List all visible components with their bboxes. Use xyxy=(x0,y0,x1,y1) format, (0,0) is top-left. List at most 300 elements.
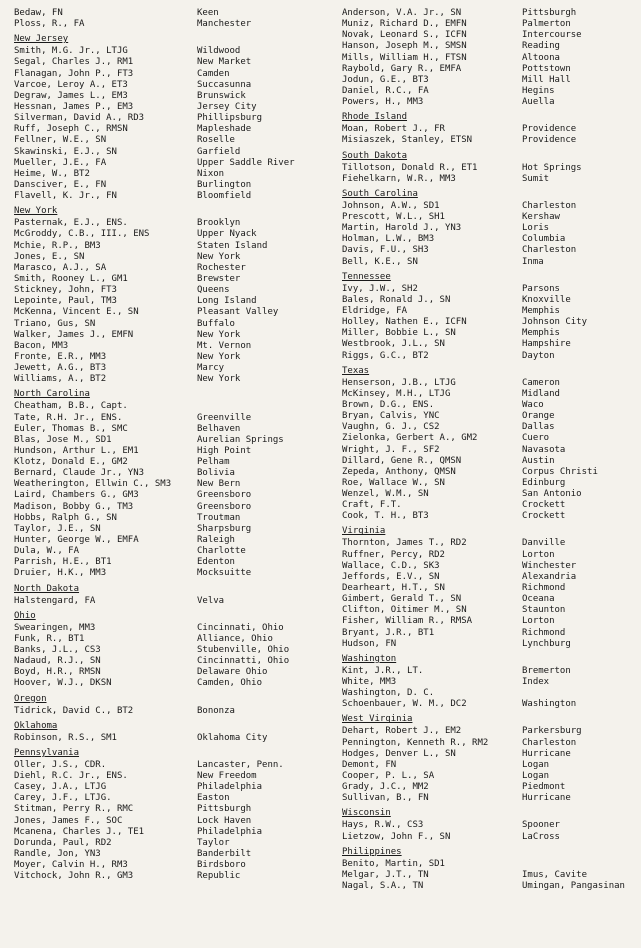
roster-entry xyxy=(14,860,334,871)
member-name: Segal, Charles J., RM1 xyxy=(14,57,134,68)
member-name: Mchie, R.P., BM3 xyxy=(14,240,101,251)
hometown: New Freedom xyxy=(197,771,257,782)
member-name: Degraw, James L., EM3 xyxy=(14,90,128,101)
state-section-pennsylvania xyxy=(14,747,334,883)
member-name: Davis, F.U., SH3 xyxy=(342,245,429,256)
member-name: Hobbs, Ralph G., SN xyxy=(14,512,117,523)
roster-entry xyxy=(342,550,641,561)
hometown: Memphis xyxy=(522,305,560,316)
member-name: Marasco, A.J., SA xyxy=(14,262,107,273)
hometown: Pittsburgh xyxy=(522,8,577,18)
member-name: Stitman, Perry R., RMC xyxy=(14,804,134,815)
member-name: Blas, Jose M., SD1 xyxy=(14,434,112,445)
member-name: Mcanena, Charles J., TE1 xyxy=(14,826,145,837)
hometown: Parsons xyxy=(522,283,560,294)
hometown: Velva xyxy=(197,595,225,606)
hometown: Republic xyxy=(197,871,241,882)
hometown: Philadelphia xyxy=(197,826,263,837)
roster-entry xyxy=(14,502,334,513)
member-name: Hudson, FN xyxy=(342,638,397,649)
state-section-west-virginia xyxy=(342,713,641,804)
state-section-oregon xyxy=(14,693,334,717)
hometown: Altoona xyxy=(522,52,560,63)
member-name: Fiehelkarn, W.R., MM3 xyxy=(342,173,456,184)
roster-entry xyxy=(342,793,641,804)
hometown: Umingan, Pangasinan xyxy=(522,881,625,891)
roster-entry xyxy=(342,616,641,627)
roster-entry xyxy=(14,19,334,30)
roster-entry xyxy=(342,41,641,52)
hometown: Waco xyxy=(522,399,544,410)
state-heading: Philippines xyxy=(342,846,402,857)
hometown: Queens xyxy=(197,285,230,296)
hometown: Charleston xyxy=(522,200,577,211)
roster-entry xyxy=(14,535,334,546)
member-name: Hunter, George W., EMFA xyxy=(14,535,139,546)
roster-entry xyxy=(342,53,641,64)
member-name: Tidrick, David C., BT2 xyxy=(14,705,134,716)
hometown: Upper Nyack xyxy=(197,229,257,240)
hometown: Richmond xyxy=(522,583,566,594)
hometown: Columbia xyxy=(522,234,566,245)
member-name: Benito, Martin, SD1 xyxy=(342,858,445,869)
roster-entry xyxy=(342,422,641,433)
member-name: Triano, Gus, SN xyxy=(14,318,96,329)
state-section-rhode-island xyxy=(342,111,641,146)
roster-entry xyxy=(342,30,641,41)
member-name: Bedaw, FN xyxy=(14,8,63,18)
state-heading: Wisconsin xyxy=(342,808,391,819)
member-name: Fellner, W.E., SN xyxy=(14,135,107,146)
member-name: Dearheart, H.T., SN xyxy=(342,583,445,594)
member-name: White, MM3 xyxy=(342,677,397,688)
right-column xyxy=(342,8,641,892)
roster-entry xyxy=(342,306,641,317)
roster-entry xyxy=(14,424,334,435)
member-name: Fisher, William R., RMSA xyxy=(342,616,473,627)
roster-entry xyxy=(342,212,641,223)
member-name: Ploss, R., FA xyxy=(14,19,85,30)
hometown: Cincinnati, Ohio xyxy=(197,622,284,633)
hometown: Stubenville, Ohio xyxy=(197,645,290,656)
hometown: Brooklyn xyxy=(197,218,241,229)
roster-entry xyxy=(342,572,641,583)
roster-entry xyxy=(14,319,334,330)
hometown: Greenville xyxy=(197,412,252,423)
roster-entry xyxy=(342,870,641,881)
roster-entry xyxy=(14,307,334,318)
roster-entry xyxy=(14,180,334,191)
roster-entry xyxy=(14,733,334,744)
hometown: Wildwood xyxy=(197,46,241,57)
state-section-continued xyxy=(342,8,641,108)
hometown: Lancaster, Penn. xyxy=(197,759,284,770)
member-name: Cooper, P. L., SA xyxy=(342,771,435,782)
member-name: Halstengard, FA xyxy=(14,595,96,606)
member-name: Tillotson, Donald R., ET1 xyxy=(342,162,478,173)
hometown: Burlington xyxy=(197,179,252,190)
roster-entry xyxy=(342,677,641,688)
roster-entry xyxy=(342,749,641,760)
hometown: Crockett xyxy=(522,511,566,522)
hometown: Hegins xyxy=(522,85,555,96)
roster-entry xyxy=(14,285,334,296)
member-name: Moan, Robert J., FR xyxy=(342,124,445,135)
member-name: Moyer, Calvin H., RM3 xyxy=(14,860,128,871)
member-name: Zepeda, Anthony, QMSN xyxy=(342,466,456,477)
hometown: Garfield xyxy=(197,146,241,157)
roster-entry xyxy=(14,706,334,717)
member-name: McGroddy, C.B., III., ENS xyxy=(14,229,150,240)
hometown: Raleigh xyxy=(197,535,235,546)
hometown: Cameron xyxy=(522,377,560,388)
hometown: Taylor xyxy=(197,837,230,848)
hometown: Hampshire xyxy=(522,339,571,350)
member-name: Bell, K.E., SN xyxy=(342,256,418,267)
hometown: Edenton xyxy=(197,557,235,568)
member-name: Jeffords, E.V., SN xyxy=(342,571,440,582)
roster-entry xyxy=(14,147,334,158)
roster-entry xyxy=(342,583,641,594)
member-name: Dansciver, E., FN xyxy=(14,179,107,190)
hometown: Charleston xyxy=(522,737,577,748)
roster-entry xyxy=(14,524,334,535)
member-name: Miller, Bobbie L., SN xyxy=(342,328,456,339)
state-heading: Washington xyxy=(342,653,397,664)
member-name: Cheatham, B.B., Capt. xyxy=(14,401,128,412)
member-name: Holley, Nathen E., ICFN xyxy=(342,317,467,328)
state-section-wisconsin xyxy=(342,807,641,842)
roster-entry xyxy=(342,628,641,639)
hometown: Staunton xyxy=(522,605,566,616)
member-name: Ruffner, Percy, RD2 xyxy=(342,549,445,560)
hometown: Pottstown xyxy=(522,63,571,74)
hometown: Belhaven xyxy=(197,423,241,434)
roster-entry xyxy=(342,605,641,616)
member-name: Funk, R., BT1 xyxy=(14,633,85,644)
member-name: Randle, Jon, YN3 xyxy=(14,849,101,859)
roster-entry xyxy=(342,163,641,174)
hometown: Dayton xyxy=(522,350,555,361)
roster-entry xyxy=(342,538,641,549)
hometown: Buffalo xyxy=(197,318,235,329)
member-name: Banks, J.L., CS3 xyxy=(14,645,101,656)
hometown: Orange xyxy=(522,411,555,422)
member-name: Henserson, J.B., LTJG xyxy=(342,377,456,388)
hometown: Spooner xyxy=(522,820,560,831)
member-name: Bernard, Claude Jr., YN3 xyxy=(14,468,145,479)
roster-entry xyxy=(342,174,641,185)
roster-entry xyxy=(342,760,641,771)
state-heading: New Jersey xyxy=(14,34,69,45)
state-heading: Pennsylvania xyxy=(14,747,80,758)
roster-entry xyxy=(342,317,641,328)
roster-entry xyxy=(342,500,641,511)
member-name: McKinsey, M.H., LTJG xyxy=(342,388,451,399)
hometown: Roselle xyxy=(197,135,235,146)
state-section-south-dakota xyxy=(342,150,641,185)
roster-entry xyxy=(342,820,641,831)
roster-entry xyxy=(342,738,641,749)
member-name: Bryan, Calvis, YNC xyxy=(342,411,440,422)
member-name: Tate, R.H. Jr., ENS. xyxy=(14,412,123,423)
member-name: Cook, T. H., BT3 xyxy=(342,511,429,522)
hometown: Knoxville xyxy=(522,294,571,305)
roster-entry xyxy=(14,667,334,678)
roster-entry xyxy=(14,596,334,607)
roster-entry xyxy=(14,252,334,263)
hometown: Troutman xyxy=(197,512,241,523)
hometown: Banderbilt xyxy=(197,849,252,859)
state-heading: Oregon xyxy=(14,693,47,704)
member-name: Carey, J.F., LTJG. xyxy=(14,793,112,804)
member-name: Muniz, Richard D., EMFN xyxy=(342,19,467,30)
roster-entry xyxy=(14,413,334,424)
member-name: Misiaszek, Stanley, ETSN xyxy=(342,135,473,146)
state-heading: Tennessee xyxy=(342,271,391,282)
roster-entry xyxy=(14,102,334,113)
member-name: Wenzel, W.M., SN xyxy=(342,489,429,500)
roster-entry xyxy=(342,832,641,843)
hometown: Birdsboro xyxy=(197,860,246,871)
member-name: Parrish, H.E., BT1 xyxy=(14,557,112,568)
member-name: Bryant, J.R., BT1 xyxy=(342,627,435,638)
roster-entry xyxy=(14,169,334,180)
hometown xyxy=(197,401,327,412)
member-name: Hoover, W.J., DKSN xyxy=(14,678,112,689)
roster-entry xyxy=(14,816,334,827)
member-name: Weatherington, Ellwin C., SM3 xyxy=(14,479,172,490)
hometown: Pittsburgh xyxy=(197,804,252,815)
hometown: Loris xyxy=(522,223,550,234)
member-name: Roe, Wallace W., SN xyxy=(342,477,445,488)
hometown: Edinburg xyxy=(522,477,566,488)
hometown: Lorton xyxy=(522,616,555,627)
roster-entry xyxy=(14,782,334,793)
roster-entry xyxy=(342,245,641,256)
roster-entry xyxy=(342,284,641,295)
member-name: Walker, James J., EMFN xyxy=(14,329,134,340)
hometown: Mocksuitte xyxy=(197,568,252,579)
roster-entry xyxy=(14,352,334,363)
member-name: Hays, R.W., CS3 xyxy=(342,820,424,831)
state-section-continued xyxy=(14,8,334,30)
hometown: Mt. Vernon xyxy=(197,340,252,351)
roster-entry xyxy=(14,457,334,468)
member-name: Stickney, John, FT3 xyxy=(14,285,117,296)
roster-entry xyxy=(14,263,334,274)
member-name: Flavell, K. Jr., FN xyxy=(14,191,117,202)
roster-entry xyxy=(342,8,641,19)
hometown: Oceana xyxy=(522,594,555,605)
state-heading: Oklahoma xyxy=(14,720,58,731)
hometown: Reading xyxy=(522,41,560,52)
hometown: Greensboro xyxy=(197,501,252,512)
hometown: Alexandria xyxy=(522,571,577,582)
member-name: Flanagan, John P., FT3 xyxy=(14,68,134,79)
state-section-oklahoma xyxy=(14,720,334,744)
roster-entry xyxy=(14,8,334,19)
roster-entry xyxy=(342,75,641,86)
roster-entry xyxy=(14,296,334,307)
roster-entry xyxy=(14,446,334,457)
hometown: Oklahoma City xyxy=(197,732,268,743)
hometown: Navasota xyxy=(522,444,566,455)
hometown: Brunswick xyxy=(197,90,246,101)
hometown: Piedmont xyxy=(522,782,566,793)
member-name: Ruff, Joseph C., RMSN xyxy=(14,124,128,135)
member-name: Jewett, A.G., BT3 xyxy=(14,363,107,374)
roster-entry xyxy=(342,400,641,411)
member-name: Dula, W., FA xyxy=(14,546,80,557)
hometown: Cincinnatti, Ohio xyxy=(197,656,290,667)
hometown xyxy=(522,688,637,699)
member-name: Heime, W., BT2 xyxy=(14,168,90,179)
state-section-tennessee xyxy=(342,271,641,362)
hometown: Pelham xyxy=(197,457,230,468)
hometown: Delaware Ohio xyxy=(197,667,268,678)
roster-entry xyxy=(14,113,334,124)
hometown: Washington xyxy=(522,699,577,710)
member-name: Jones, E., SN xyxy=(14,251,85,262)
hometown: Aurelian Springs xyxy=(197,434,284,445)
state-section-texas xyxy=(342,365,641,523)
hometown: Crockett xyxy=(522,500,566,511)
hometown: Midland xyxy=(522,388,560,399)
hometown: Bolivia xyxy=(197,468,235,479)
member-name: Oller, J.S., CDR. xyxy=(14,759,107,770)
hometown: Kershaw xyxy=(522,211,560,222)
member-name: Boyd, H.R., RMSN xyxy=(14,667,101,678)
state-heading: North Dakota xyxy=(14,583,80,594)
roster-entry xyxy=(14,513,334,524)
member-name: Westbrook, J.L., SN xyxy=(342,339,445,350)
hometown: Keen xyxy=(197,8,219,18)
hometown: Logan xyxy=(522,771,550,782)
member-name: Hessnan, James P., EM3 xyxy=(14,101,134,112)
member-name: Melgar, J.T., TN xyxy=(342,869,429,880)
member-name: Lietzow, John F., SN xyxy=(342,831,451,842)
member-name: Nagal, S.A., TN xyxy=(342,881,424,891)
roster-entry xyxy=(14,827,334,838)
member-name: Laird, Chambers G., GM3 xyxy=(14,490,139,501)
state-section-washington xyxy=(342,653,641,711)
roster-entry xyxy=(14,91,334,102)
hometown: Index xyxy=(522,677,550,688)
member-name: Sullivan, B., FN xyxy=(342,793,429,804)
roster-entry xyxy=(342,411,641,422)
member-name: Euler, Thomas B., SMC xyxy=(14,423,128,434)
roster-entry xyxy=(14,57,334,68)
hometown: Palmerton xyxy=(522,19,571,30)
roster-entry xyxy=(14,124,334,135)
member-name: Dorunda, Paul, RD2 xyxy=(14,837,112,848)
state-section-philippines xyxy=(342,846,641,892)
hometown: Lynchburg xyxy=(522,638,571,649)
member-name: Riggs, G.C., BT2 xyxy=(342,350,429,361)
member-name: Williams, A., BT2 xyxy=(14,374,107,385)
hometown: LaCross xyxy=(522,831,560,842)
member-name: Nadaud, R.J., SN xyxy=(14,656,101,667)
hometown: San Antonio xyxy=(522,489,582,500)
roster-entry xyxy=(14,158,334,169)
state-section-virginia xyxy=(342,525,641,649)
hometown: Pleasant Valley xyxy=(197,307,279,318)
member-name: Wright, J. F., SF2 xyxy=(342,444,440,455)
roster-entry xyxy=(14,46,334,57)
hometown: Staten Island xyxy=(197,240,268,251)
member-name: Novak, Leonard S., ICFN xyxy=(342,30,467,41)
roster-entry xyxy=(14,135,334,146)
roster-entry xyxy=(342,859,641,870)
member-name: Bales, Ronald J., SN xyxy=(342,294,451,305)
hometown: Phillipsburg xyxy=(197,113,263,124)
hometown: Bremerton xyxy=(522,665,571,676)
hometown: Hurricane xyxy=(522,793,571,804)
hometown: Logan xyxy=(522,759,550,770)
state-heading: Virginia xyxy=(342,526,386,537)
member-name: Gimbert, Gerald T., SN xyxy=(342,594,462,605)
hometown: New York xyxy=(197,374,241,385)
roster-entry xyxy=(342,97,641,108)
roster-entry xyxy=(14,80,334,91)
hometown: Succasunna xyxy=(197,79,252,90)
member-name: Jones, James F., SOC xyxy=(14,815,123,826)
state-section-south-carolina xyxy=(342,188,641,268)
state-section-new-jersey xyxy=(14,33,334,202)
member-name: Washington, D. C. xyxy=(342,688,435,699)
member-name: Kint, J.R., LT. xyxy=(342,665,424,676)
hometown: Bononza xyxy=(197,705,235,716)
hometown: New Market xyxy=(197,57,252,68)
hometown: Long Island xyxy=(197,296,257,307)
hometown: Inma xyxy=(522,256,544,267)
state-section-north-dakota xyxy=(14,583,334,607)
roster-entry xyxy=(342,433,641,444)
roster-entry xyxy=(14,838,334,849)
hometown: Richmond xyxy=(522,627,566,638)
member-name: Prescott, W.L., SH1 xyxy=(342,211,445,222)
hometown: Auella xyxy=(522,97,555,108)
roster-entry xyxy=(342,726,641,737)
roster-entry xyxy=(342,201,641,212)
roster-entry xyxy=(342,699,641,710)
roster-entry xyxy=(342,561,641,572)
member-name: Lepointe, Paul, TM3 xyxy=(14,296,117,307)
hometown: Manchester xyxy=(197,19,252,30)
member-name: Schoenbauer, W. M., DC2 xyxy=(342,699,467,710)
roster-entry xyxy=(14,479,334,490)
roster-entry xyxy=(342,124,641,135)
hometown: Austin xyxy=(522,455,555,466)
hometown: Cuero xyxy=(522,433,550,444)
state-heading: South Carolina xyxy=(342,188,418,199)
roster-entry xyxy=(14,274,334,285)
member-name: Hanson, Joseph M., SMSN xyxy=(342,41,467,52)
roster-entry xyxy=(342,339,641,350)
hometown: Intercourse xyxy=(522,30,582,41)
roster-entry xyxy=(342,782,641,793)
member-name: Mueller, J.E., FA xyxy=(14,157,107,168)
member-name: Robinson, R.S., SM1 xyxy=(14,732,117,743)
roster-entry xyxy=(14,330,334,341)
member-name: Taylor, J.E., SN xyxy=(14,523,101,534)
member-name: Casey, J.A., LTJG xyxy=(14,782,107,793)
roster-entry xyxy=(342,456,641,467)
roster-entry xyxy=(342,19,641,30)
member-name: Fronte, E.R., MM3 xyxy=(14,351,107,362)
member-name: Thornton, James T., RD2 xyxy=(342,538,467,549)
